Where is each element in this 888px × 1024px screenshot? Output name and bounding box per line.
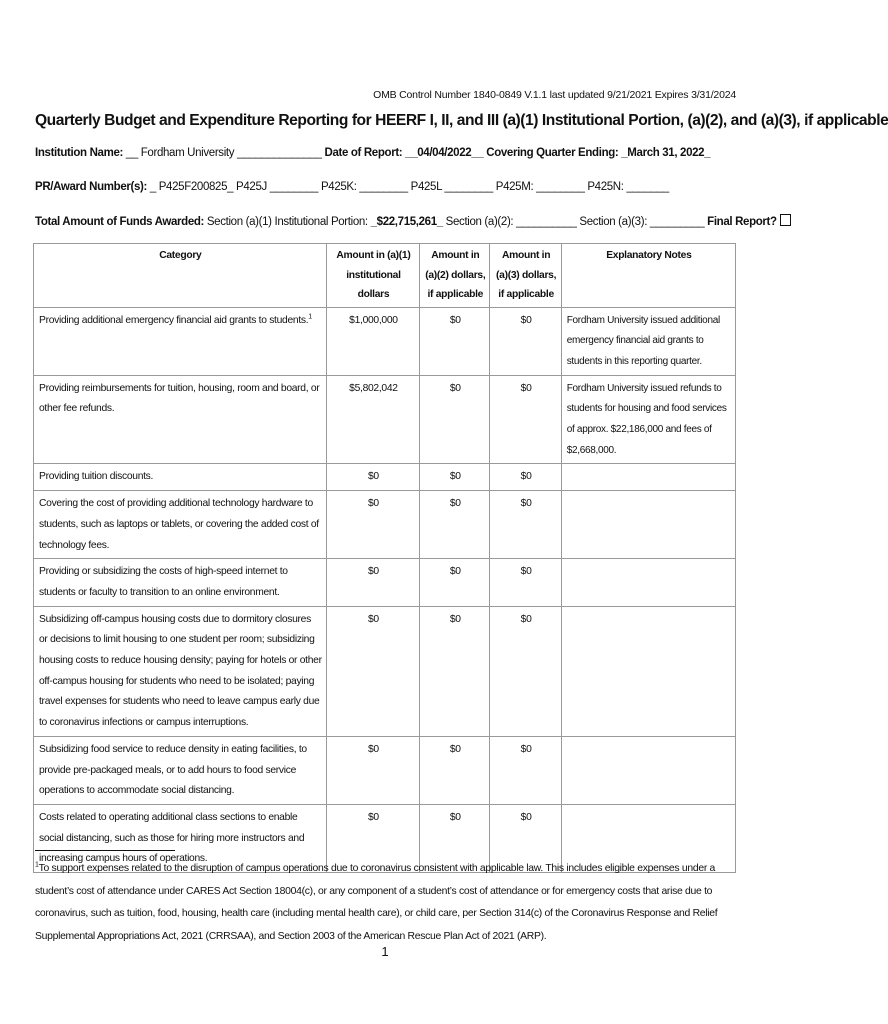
row-notes: [561, 464, 735, 491]
table-row: [34, 307, 736, 375]
pr-value: _ P425F200825_ P425J ________ P425K: ________ P425L ________ P425M: ________ P425N: _______: [147, 181, 669, 193]
date-label: Date of Report:: [324, 147, 403, 159]
row-category-text: Costs related to operating additional class sections to enable social distancing, such as those for hiring more instructors and increasing campus hours of operations.: [39, 811, 305, 865]
row-category: [34, 375, 327, 464]
header-category: Category: [34, 244, 327, 308]
table-row: [34, 464, 736, 491]
row-category-text: Subsidizing food service to reduce density in eating facilities, to provide pre-packaged meals, or to add hours to food service operations to accommodate social distancing.: [39, 743, 307, 797]
row-amount-a3: $0: [490, 375, 561, 464]
footnote: [35, 858, 740, 948]
row-notes: [561, 606, 735, 736]
row-amount-a3: $0: [490, 307, 561, 375]
row-category: [34, 491, 327, 559]
row-amount-a1: $0: [326, 491, 419, 559]
row-category: [34, 736, 327, 804]
row-category-text: Subsidizing off-campus housing costs due to dormitory closures or decisions to limit housing to one student per room; subsidizing housing costs to reduce housing density; paying for hotels or other off-campus housing for students who need to be isolated; paying travel expenses for students who need to leave campus early due to coronavirus infections or campus interruptions.: [39, 613, 322, 729]
row-amount-a1: $5,802,042: [326, 375, 419, 464]
omb-control-line: OMB Control Number 1840-0849 V.1.1 last updated 9/21/2021 Expires 3/31/2024: [373, 89, 736, 101]
row-notes: Fordham University issued additional emergency financial aid grants to students in this reporting quarter.: [561, 307, 735, 375]
footnote-text: To support expenses related to the disruption of campus operations due to coronavirus consistent with applicable law. This includes eligible expenses under a student’s cost of attendance under CARES Act Section 18004(c), or any component of a student’s cost of attendance or for emergency costs that arise due to coronavirus, such as tuition, food, housing, health care (including mental health care), or child care, per Section 314(c) of the Coronavirus Response and Relief Supplemental Appropriations Act, 2021 (CRRSAA), and Section 2003 of the American Rescue Plan Act of 2021 (ARP).: [35, 863, 718, 942]
date-value: __04/04/2022__: [402, 147, 487, 159]
row-amount-a3: $0: [490, 736, 561, 804]
row-notes: Fordham University issued refunds to students for housing and food services of approx. $22,186,000 and fees of $2,668,000.: [561, 375, 735, 464]
row-amount-a3: $0: [490, 606, 561, 736]
header-notes: Explanatory Notes: [561, 244, 735, 308]
row-amount-a2: $0: [420, 559, 490, 606]
row-amount-a2: $0: [420, 464, 490, 491]
row-category: [34, 464, 327, 491]
row-category: [34, 606, 327, 736]
row-amount-a1: $1,000,000: [326, 307, 419, 375]
institution-label: Institution Name:: [35, 147, 123, 159]
row-notes: [561, 736, 735, 804]
row-amount-a1: $0: [326, 606, 419, 736]
row-amount-a1: $0: [326, 804, 419, 872]
total-a1-text: Section (a)(1) Institutional Portion:: [204, 216, 371, 228]
row-amount-a2: $0: [420, 804, 490, 872]
footnote-divider: [35, 850, 175, 851]
institution-line: [35, 147, 710, 159]
table-row: [34, 491, 736, 559]
row-category: [34, 559, 327, 606]
row-amount-a1: $0: [326, 736, 419, 804]
row-amount-a3: $0: [490, 464, 561, 491]
quarter-label: Covering Quarter Ending:: [486, 147, 619, 159]
page-number: 1: [381, 944, 389, 959]
row-amount-a2: $0: [420, 736, 490, 804]
row-amount-a2: $0: [420, 375, 490, 464]
total-a2-a3-text: Section (a)(2): __________ Section (a)(3): _________: [442, 216, 708, 228]
row-category: [34, 307, 327, 375]
row-amount-a3: $0: [490, 491, 561, 559]
total-label: Total Amount of Funds Awarded:: [35, 216, 205, 228]
table-row: [34, 606, 736, 736]
row-amount-a2: $0: [420, 606, 490, 736]
pr-label: PR/Award Number(s):: [35, 181, 147, 193]
table-row: [34, 559, 736, 606]
row-amount-a1: $0: [326, 464, 419, 491]
footnote-ref: 1: [308, 313, 312, 321]
total-funds-line: [35, 214, 791, 228]
quarter-value: _March 31, 2022_: [618, 147, 711, 159]
row-category-text: Covering the cost of providing additional technology hardware to students, such as laptops or tablets, or covering the added cost of technology fees.: [39, 498, 319, 551]
table-row: [34, 375, 736, 464]
header-amount-a1: Amount in (a)(1) institutional dollars: [326, 244, 419, 308]
row-amount-a2: $0: [420, 307, 490, 375]
award-number-line: [35, 181, 669, 193]
row-amount-a2: $0: [420, 491, 490, 559]
row-notes: [561, 559, 735, 606]
row-notes: [561, 491, 735, 559]
footnote-number: 1: [35, 861, 39, 869]
row-category-text: Providing reimbursements for tuition, housing, room and board, or other fee refunds.: [39, 382, 320, 415]
table-body: [34, 307, 736, 873]
institution-value: __ Fordham University ______________: [122, 147, 325, 159]
page-title: Quarterly Budget and Expenditure Reporting for HEERF I, II, and III (a)(1) Institutional Portion, (a)(2), and (a)(3), if applicable: [35, 112, 888, 129]
final-report-label: Final Report?: [707, 216, 777, 228]
final-report-checkbox[interactable]: [780, 214, 791, 226]
row-category-text: Providing additional emergency financial aid grants to students.: [39, 314, 309, 326]
row-amount-a3: $0: [490, 559, 561, 606]
row-amount-a1: $0: [326, 559, 419, 606]
row-category-text: Providing tuition discounts.: [39, 471, 154, 483]
table-header-row: [34, 244, 736, 308]
header-amount-a2: Amount in (a)(2) dollars, if applicable: [420, 244, 490, 308]
row-category-text: Providing or subsidizing the costs of high-speed internet to students or faculty to transition to an online environment.: [39, 566, 288, 598]
header-amount-a3: Amount in (a)(3) dollars, if applicable: [490, 244, 561, 308]
table-row: [34, 736, 736, 804]
budget-table: [33, 243, 736, 873]
row-amount-a3: $0: [490, 804, 561, 872]
total-a1-value: _$22,715,261_: [370, 216, 443, 228]
